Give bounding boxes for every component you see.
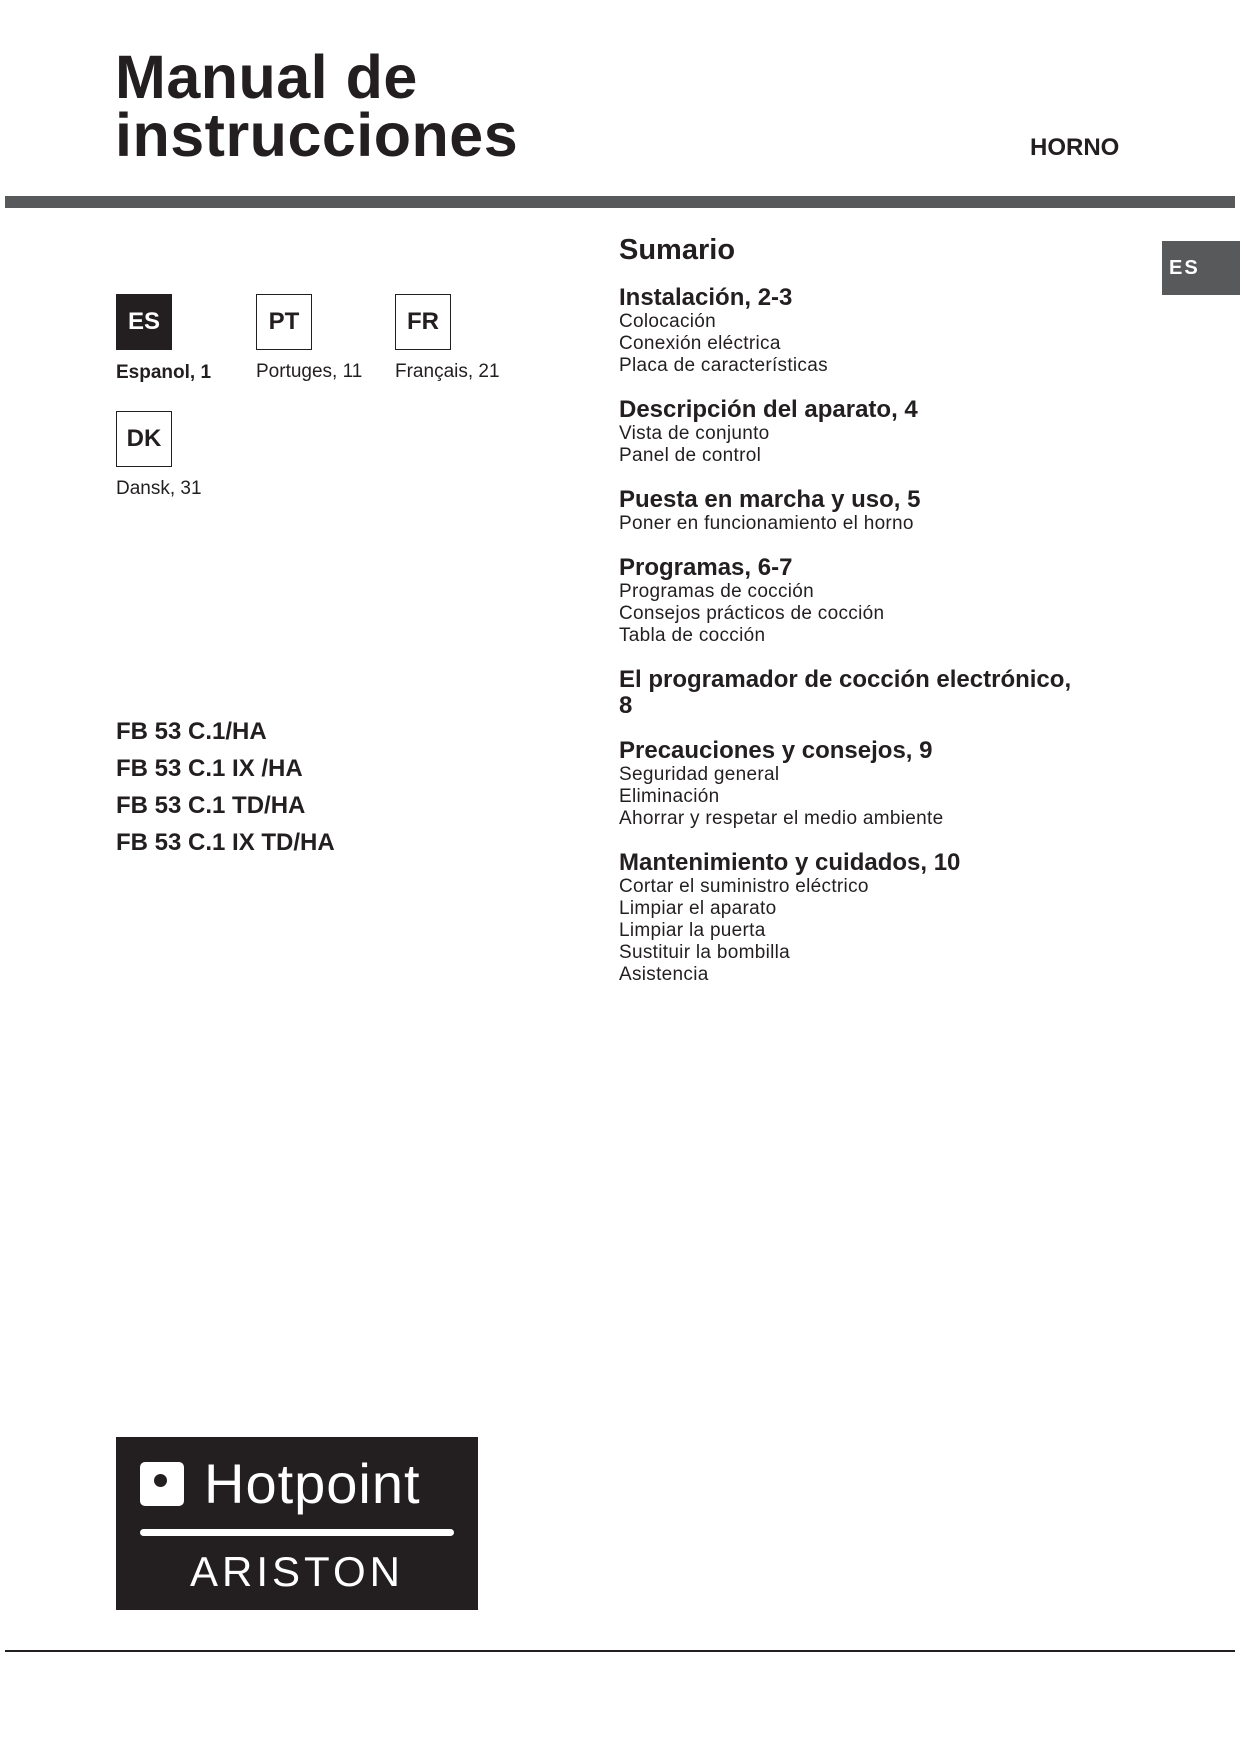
toc-section-precautions [619,738,1099,830]
toc-item[interactable]: Tabla de cocción [619,625,766,646]
language-label-es[interactable]: Espanol, 1 [116,362,212,383]
toc-section-title[interactable]: El programador de cocción electrónico, [619,666,1072,693]
brand-name-bottom: ARISTON [190,1548,404,1595]
title-line-2: instrucciones [115,101,519,169]
toc-section-title[interactable]: Programas, 6-7 [619,554,793,581]
model-name: FB 53 C.1/HA [116,718,267,745]
toc-section-title[interactable]: Mantenimiento y cuidados, 10 [619,849,961,876]
toc-section-programmer [619,667,1099,718]
toc-section-title[interactable]: Instalación, 2-3 [619,284,793,311]
language-box-dk[interactable]: DK [116,411,172,467]
page-title [115,43,519,169]
table-of-contents [619,232,1099,1006]
toc-section-programs [619,555,1099,647]
brand-name-top: Hotpoint [204,1452,421,1515]
language-box-es[interactable]: ES [116,294,172,350]
toc-item[interactable]: Eliminación [619,786,720,807]
language-box-fr[interactable]: FR [395,294,451,350]
footer-divider [5,1650,1235,1652]
model-name: FB 53 C.1 IX /HA [116,755,303,782]
toc-section-page[interactable]: 8 [619,692,633,719]
toc-item[interactable]: Limpiar el aparato [619,898,777,919]
brand-divider [140,1529,454,1536]
toc-item[interactable]: Panel de control [619,445,762,466]
toc-item[interactable]: Asistencia [619,964,709,985]
toc-section-title[interactable]: Descripción del aparato, 4 [619,396,918,423]
model-name: FB 53 C.1 TD/HA [116,792,306,819]
toc-item[interactable]: Vista de conjunto [619,423,770,444]
language-box-pt[interactable]: PT [256,294,312,350]
title-line-1: Manual de [115,43,418,111]
toc-item[interactable]: Programas de cocción [619,581,815,602]
toc-item[interactable]: Colocación [619,311,716,332]
brand-mark-icon [140,1462,184,1506]
toc-item[interactable]: Sustituir la bombilla [619,942,791,963]
header-divider [5,196,1235,208]
toc-item[interactable]: Placa de características [619,355,828,376]
toc-section-description [619,397,1099,467]
toc-section-title[interactable]: Precauciones y consejos, 9 [619,737,933,764]
toc-section-installation [619,285,1099,377]
language-label-pt[interactable]: Portuges, 11 [256,361,363,382]
toc-section-maintenance [619,850,1099,986]
model-list [116,713,335,861]
language-side-tab: ES [1162,241,1240,295]
toc-item[interactable]: Consejos prácticos de cocción [619,603,885,624]
toc-item[interactable]: Seguridad general [619,764,780,785]
product-type: HORNO [1030,134,1120,161]
language-label-dk[interactable]: Dansk, 31 [116,478,202,499]
language-label-fr[interactable]: Français, 21 [395,361,500,382]
toc-item[interactable]: Cortar el suministro eléctrico [619,876,869,897]
toc-item[interactable]: Ahorrar y respetar el medio ambiente [619,808,944,829]
toc-item[interactable]: Conexión eléctrica [619,333,781,354]
contents-heading: Sumario [619,234,736,266]
toc-section-start-up [619,487,1099,535]
toc-item[interactable]: Poner en funcionamiento el horno [619,513,914,534]
toc-item[interactable]: Limpiar la puerta [619,920,766,941]
toc-section-title[interactable]: Puesta en marcha y uso, 5 [619,486,921,513]
model-name: FB 53 C.1 IX TD/HA [116,829,335,856]
brand-logo [116,1437,478,1610]
